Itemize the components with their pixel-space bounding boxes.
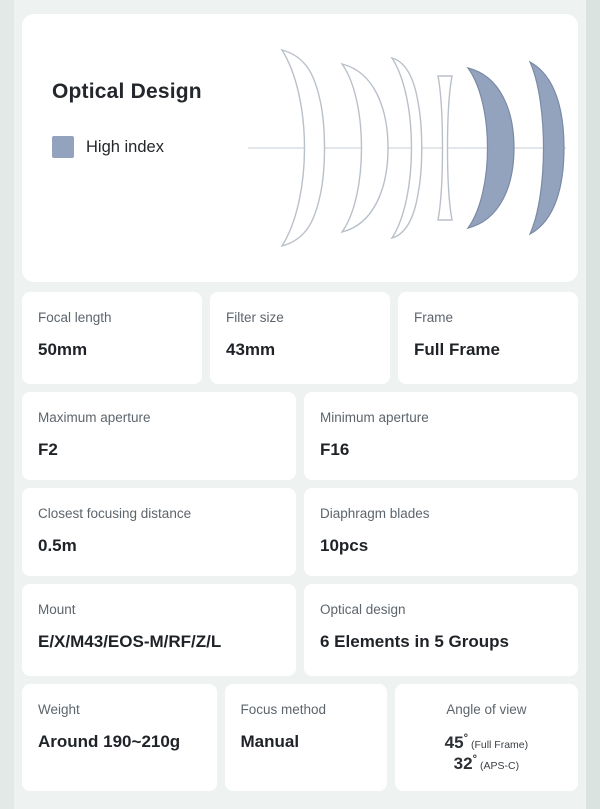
spec-label: Optical design <box>320 602 406 617</box>
spec-label: Angle of view <box>446 702 527 717</box>
lens-cross-section-icon <box>242 28 572 268</box>
spec-value: 10pcs <box>320 536 369 556</box>
degree-symbol: ° <box>472 753 477 766</box>
spec-value: E/X/M43/EOS-M/RF/Z/L <box>38 632 222 652</box>
spec-value: 43mm <box>226 340 276 360</box>
legend-swatch-high-index <box>52 136 74 158</box>
angle-of-view-full-frame <box>403 732 570 753</box>
page-title: Optical Design <box>52 80 202 103</box>
spec-label: Maximum aperture <box>38 410 151 425</box>
spec-cell-angle-of-view <box>395 684 578 791</box>
spec-cell-frame <box>398 292 578 384</box>
spec-row <box>22 392 578 480</box>
spec-row <box>22 684 578 791</box>
spec-cell-filter-size <box>210 292 390 384</box>
spec-label: Diaphragm blades <box>320 506 430 521</box>
spec-cell-maximum-aperture <box>22 392 296 480</box>
spec-cell-focal-length <box>22 292 202 384</box>
spec-value: Manual <box>240 732 300 752</box>
spec-label: Weight <box>38 702 80 717</box>
spec-cell-mount <box>22 584 296 676</box>
spec-value: 50mm <box>38 340 88 360</box>
angle-note: (APS-C) <box>480 760 520 773</box>
spec-cell-weight <box>22 684 217 791</box>
angle-of-view-values <box>403 732 570 775</box>
spec-label: Mount <box>38 602 76 617</box>
spec-value: 0.5m <box>38 536 77 556</box>
spec-value: Around 190~210g <box>38 732 181 752</box>
angle-value: 45 <box>444 733 464 753</box>
legend <box>52 136 164 158</box>
spec-value: 6 Elements in 5 Groups <box>320 632 509 652</box>
spec-row <box>22 488 578 576</box>
spec-row <box>22 584 578 676</box>
spec-cell-diaphragm-blades <box>304 488 578 576</box>
angle-note: (Full Frame) <box>470 739 529 752</box>
spec-cell-optical-design <box>304 584 578 676</box>
spec-label: Focal length <box>38 310 112 325</box>
spec-label: Focus method <box>240 702 327 717</box>
specification-grid <box>22 292 578 791</box>
spec-label: Closest focusing distance <box>38 506 192 521</box>
angle-of-view-aps-c <box>403 753 570 774</box>
spec-cell-minimum-aperture <box>304 392 578 480</box>
spec-cell-focus-method <box>225 684 387 791</box>
degree-symbol: ° <box>463 732 468 745</box>
spec-label: Frame <box>414 310 454 325</box>
spec-cell-closest-focusing-distance <box>22 488 296 576</box>
spec-label: Minimum aperture <box>320 410 429 425</box>
spec-row <box>22 292 578 384</box>
spec-label: Filter size <box>226 310 284 325</box>
optical-design-card <box>22 14 578 282</box>
legend-label: High index <box>86 137 164 156</box>
angle-value: 32 <box>453 754 473 774</box>
spec-value: F2 <box>38 440 58 460</box>
spec-value: F16 <box>320 440 350 460</box>
spec-value: Full Frame <box>414 340 500 360</box>
